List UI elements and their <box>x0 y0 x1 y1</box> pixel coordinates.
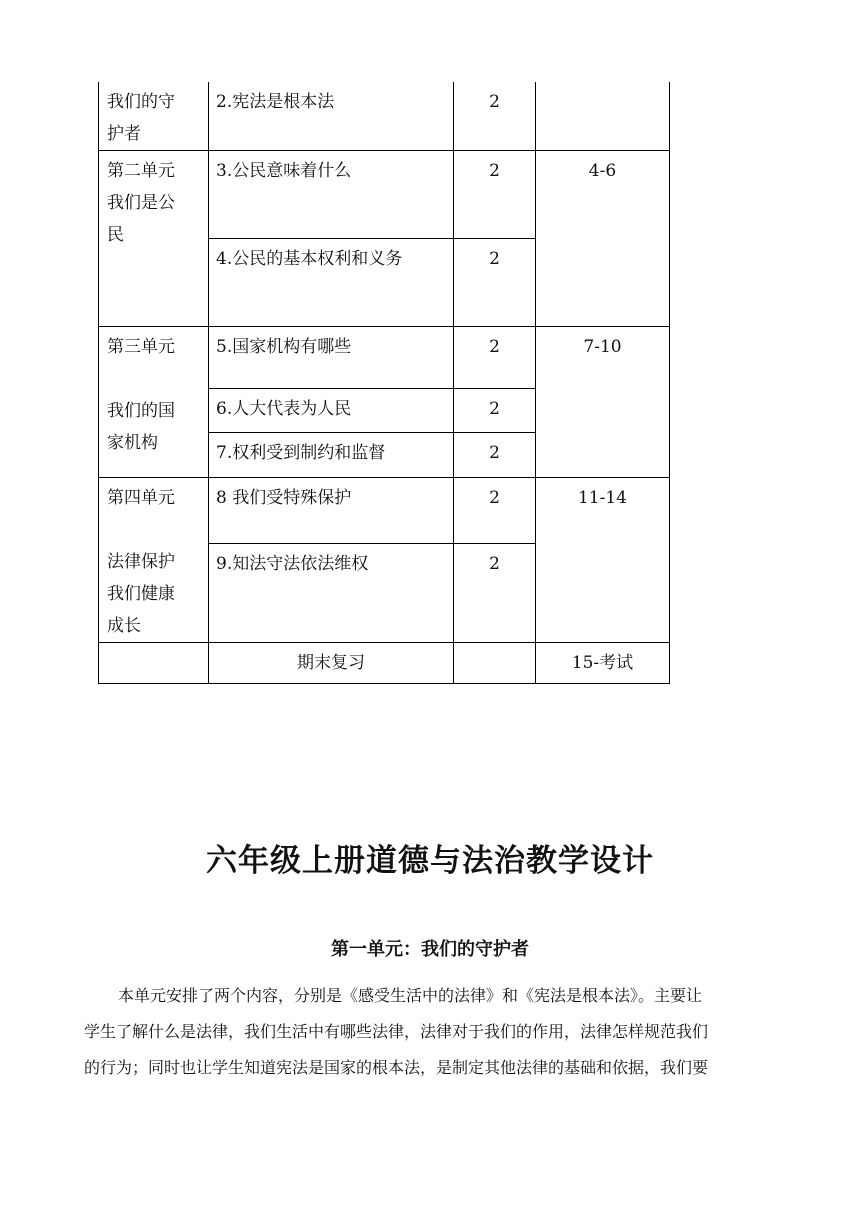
unit-name-line: 民 <box>107 225 124 245</box>
unit-name-line: 我们的守 <box>107 92 175 112</box>
document-title: 六年级上册道德与法治教学设计 <box>206 843 654 879</box>
hours-cell: 2 <box>454 82 536 151</box>
unit-name-line: 护者 <box>107 124 141 144</box>
hours-cell: 2 <box>454 239 536 327</box>
hours-cell <box>454 643 536 684</box>
lesson-cell: 7.权利受到制约和监督 <box>209 433 454 478</box>
weeks-cell: 7-10 <box>536 327 670 478</box>
lesson-cell: 8 我们受特殊保护 <box>209 478 454 544</box>
unit-name-line: 我们的国 <box>107 401 175 421</box>
lesson-cell: 4.公民的基本权利和义务 <box>209 239 454 327</box>
hours-cell: 2 <box>454 327 536 389</box>
unit-name-line: 第二单元 <box>107 161 175 181</box>
weeks-cell: 11-14 <box>536 478 670 643</box>
table-row <box>99 478 670 544</box>
weeks-cell: 15-考试 <box>536 643 670 684</box>
lesson-cell: 9.知法守法依法维权 <box>209 544 454 643</box>
unit-cell <box>99 327 209 478</box>
table-row <box>99 643 670 684</box>
paragraph-line: 本单元安排了两个内容，分别是《感受生活中的法律》和《宪法是根本法》。主要让 <box>118 986 703 1005</box>
unit-cell <box>99 478 209 643</box>
table-row <box>99 151 670 239</box>
unit-cell <box>99 82 209 151</box>
lesson-cell: 2.宪法是根本法 <box>209 82 454 151</box>
lesson-cell: 3.公民意味着什么 <box>209 151 454 239</box>
hours-cell: 2 <box>454 389 536 433</box>
unit-name-line: 成长 <box>107 616 141 636</box>
weeks-cell <box>536 82 670 151</box>
paragraph-line: 学生了解什么是法律，我们生活中有哪些法律，法律对于我们的作用，法律怎样规范我们 <box>84 1022 709 1041</box>
unit-name-line: 我们健康 <box>107 584 175 604</box>
hours-cell: 2 <box>454 544 536 643</box>
unit-name-line: 我们是公 <box>107 193 175 213</box>
unit-cell <box>99 151 209 327</box>
table-row <box>99 327 670 389</box>
hours-cell: 2 <box>454 433 536 478</box>
unit-name-line: 法律保护 <box>107 552 175 572</box>
unit-cell <box>99 643 209 684</box>
paragraph-line: 的行为；同时也让学生知道宪法是国家的根本法，是制定其他法律的基础和依据，我们要 <box>84 1058 709 1077</box>
intro-paragraph <box>84 978 774 1086</box>
section-title: 第一单元：我们的守护者 <box>331 939 529 960</box>
hours-cell: 2 <box>454 151 536 239</box>
review-cell: 期末复习 <box>209 643 454 684</box>
hours-cell: 2 <box>454 478 536 544</box>
lesson-cell: 6.人大代表为人民 <box>209 389 454 433</box>
unit-name-line: 第四单元 <box>107 488 175 508</box>
weeks-cell: 4-6 <box>536 151 670 327</box>
schedule-table <box>98 82 670 684</box>
unit-name-line: 第三单元 <box>107 337 175 357</box>
lesson-cell: 5.国家机构有哪些 <box>209 327 454 389</box>
table-row <box>99 82 670 151</box>
unit-name-line: 家机构 <box>107 433 158 453</box>
